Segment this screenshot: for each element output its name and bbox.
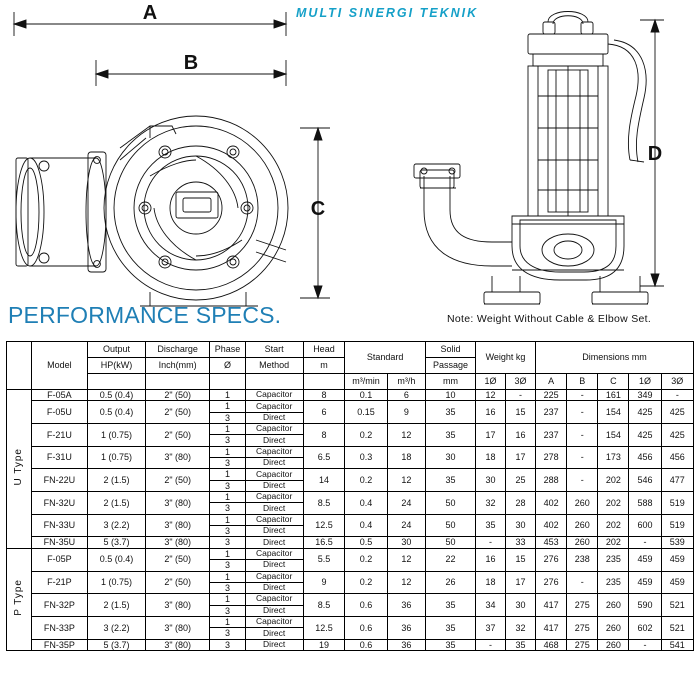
cell-weight-3ph: 30 (506, 514, 536, 537)
header-standard: Standard (345, 342, 426, 374)
cell-weight-3ph: 17 (506, 446, 536, 469)
cell-output: 0.5 (0.4) (87, 401, 145, 424)
cell-dim-b: - (567, 446, 598, 469)
cell-dim-c: 161 (598, 390, 629, 401)
cell-phase: 3 (210, 526, 245, 537)
cell-discharge: 3" (80) (146, 616, 210, 639)
cell-weight-1ph: - (475, 537, 505, 548)
cell-discharge: 2" (50) (146, 571, 210, 594)
cell-dim-d-1ph: - (629, 537, 661, 548)
table-row (7, 469, 694, 480)
cell-dim-b: - (567, 401, 598, 424)
cell-dim-d-3ph: 425 (661, 401, 693, 424)
cell-start-method: Capacitor (245, 514, 303, 525)
cell-dim-d-1ph: 459 (629, 571, 661, 594)
cell-solid-passage: 35 (426, 639, 476, 650)
cell-dim-d-1ph: - (629, 639, 661, 650)
table-header-row-1 (7, 342, 694, 358)
header-phase-sub: Ø (210, 358, 245, 374)
header-standard-m3min: m³/min (345, 374, 388, 390)
cell-model: F-05P (31, 548, 87, 571)
header-solid-2: Passage (426, 358, 476, 374)
table-header-row-3 (7, 374, 694, 390)
cell-head: 12.5 (303, 616, 345, 639)
cell-start-method: Direct (245, 458, 303, 469)
cell-head: 12.5 (303, 514, 345, 537)
cell-m3min: 0.2 (345, 571, 388, 594)
cell-start-method: Direct (245, 480, 303, 491)
cell-phase: 3 (210, 582, 245, 593)
table-row (7, 616, 694, 627)
cell-dim-d-1ph: 588 (629, 492, 661, 515)
table-row (7, 594, 694, 605)
cell-dim-b: 275 (567, 594, 598, 617)
table-row (7, 571, 694, 582)
header-weight-1ph: 1Ø (475, 374, 505, 390)
cell-phase: 3 (210, 458, 245, 469)
cell-m3min: 0.2 (345, 424, 388, 447)
weight-note: Note: Weight Without Cable & Elbow Set. (447, 313, 652, 325)
header-dim-d-3ph: 3Ø (661, 374, 693, 390)
cell-weight-3ph: - (506, 390, 536, 401)
cell-weight-1ph: 17 (475, 424, 505, 447)
cell-head: 14 (303, 469, 345, 492)
cell-dim-c: 260 (598, 616, 629, 639)
cell-dim-d-3ph: 539 (661, 537, 693, 548)
cell-dim-a: 417 (536, 616, 567, 639)
cell-m3h: 36 (387, 594, 425, 617)
cell-dim-b: 260 (567, 537, 598, 548)
cell-m3min: 0.5 (345, 537, 388, 548)
cell-m3min: 0.2 (345, 469, 388, 492)
cell-dim-a: 402 (536, 514, 567, 537)
cell-dim-d-1ph: 349 (629, 390, 661, 401)
header-output-sub: HP(kW) (87, 358, 145, 374)
header-solid-3: mm (426, 374, 476, 390)
cell-m3min: 0.15 (345, 401, 388, 424)
cell-m3h: 12 (387, 424, 425, 447)
cell-start-method: Capacitor (245, 594, 303, 605)
cell-weight-3ph: 15 (506, 401, 536, 424)
cell-dim-d-3ph: 425 (661, 424, 693, 447)
cell-output: 3 (2.2) (87, 616, 145, 639)
table-row (7, 424, 694, 435)
cell-head: 9 (303, 571, 345, 594)
cell-phase: 1 (210, 492, 245, 503)
cell-head: 19 (303, 639, 345, 650)
cell-model: FN-35U (31, 537, 87, 548)
cell-model: F-21P (31, 571, 87, 594)
cell-weight-1ph: 32 (475, 492, 505, 515)
cell-m3h: 24 (387, 514, 425, 537)
cell-dim-c: 202 (598, 514, 629, 537)
cell-weight-3ph: 15 (506, 548, 536, 571)
cell-weight-3ph: 16 (506, 424, 536, 447)
cell-head: 6 (303, 401, 345, 424)
cell-phase: 1 (210, 446, 245, 457)
cell-phase: 3 (210, 412, 245, 423)
cell-m3h: 36 (387, 616, 425, 639)
header-output: Output (87, 342, 145, 358)
cell-weight-1ph: 30 (475, 469, 505, 492)
cell-dim-c: 202 (598, 469, 629, 492)
cell-model: FN-32P (31, 594, 87, 617)
cell-dim-a: 276 (536, 571, 567, 594)
cell-output: 2 (1.5) (87, 594, 145, 617)
cell-output: 0.5 (0.4) (87, 390, 145, 401)
cell-dim-a: 278 (536, 446, 567, 469)
cell-dim-a: 453 (536, 537, 567, 548)
cell-phase: 3 (210, 628, 245, 639)
table-row (7, 446, 694, 457)
cell-start-method: Direct (245, 526, 303, 537)
cell-start-method: Capacitor (245, 616, 303, 627)
header-dim-c: C (598, 374, 629, 390)
cell-model: FN-22U (31, 469, 87, 492)
cell-start-method: Capacitor (245, 571, 303, 582)
cell-solid-passage: 35 (426, 424, 476, 447)
cell-dim-d-3ph: 521 (661, 594, 693, 617)
cell-phase: 1 (210, 548, 245, 559)
cell-weight-3ph: 33 (506, 537, 536, 548)
cell-dim-d-1ph: 590 (629, 594, 661, 617)
cell-dim-a: 402 (536, 492, 567, 515)
cell-discharge: 2" (50) (146, 390, 210, 401)
header-dimensions: Dimensions mm (536, 342, 694, 374)
cell-discharge: 3" (80) (146, 514, 210, 537)
cell-head: 6.5 (303, 446, 345, 469)
cell-start-method: Direct (245, 605, 303, 616)
cell-start-method: Capacitor (245, 446, 303, 457)
cell-m3min: 0.4 (345, 492, 388, 515)
cell-phase: 3 (210, 435, 245, 446)
cell-dim-c: 154 (598, 424, 629, 447)
cell-dim-d-1ph: 459 (629, 548, 661, 571)
cell-dim-c: 202 (598, 537, 629, 548)
cell-dim-d-3ph: 456 (661, 446, 693, 469)
cell-weight-1ph: 18 (475, 571, 505, 594)
cell-m3min: 0.6 (345, 594, 388, 617)
cell-dim-b: 275 (567, 616, 598, 639)
cell-m3h: 9 (387, 401, 425, 424)
cell-dim-a: 225 (536, 390, 567, 401)
cell-start-method: Capacitor (245, 492, 303, 503)
cell-m3min: 0.3 (345, 446, 388, 469)
cell-dim-a: 288 (536, 469, 567, 492)
cell-start-method: Direct (245, 503, 303, 514)
table-row (7, 401, 694, 412)
cell-solid-passage: 35 (426, 401, 476, 424)
table-row (7, 514, 694, 525)
cell-dim-d-3ph: 519 (661, 514, 693, 537)
cell-phase: 1 (210, 469, 245, 480)
cell-dim-d-1ph: 600 (629, 514, 661, 537)
cell-head: 8.5 (303, 492, 345, 515)
cell-solid-passage: 22 (426, 548, 476, 571)
cell-dim-c: 154 (598, 401, 629, 424)
performance-table-wrap (6, 341, 694, 651)
cell-phase: 3 (210, 560, 245, 571)
cell-weight-1ph: 16 (475, 548, 505, 571)
cell-discharge: 3" (80) (146, 446, 210, 469)
cell-head: 8 (303, 390, 345, 401)
cell-weight-1ph: 35 (475, 514, 505, 537)
cell-head: 5.5 (303, 548, 345, 571)
cell-dim-d-1ph: 602 (629, 616, 661, 639)
cell-model: FN-32U (31, 492, 87, 515)
header-weight-3ph: 3Ø (506, 374, 536, 390)
cell-weight-3ph: 25 (506, 469, 536, 492)
cell-phase: 3 (210, 537, 245, 548)
cell-discharge: 3" (80) (146, 594, 210, 617)
header-solid: Solid (426, 342, 476, 358)
cell-phase: 1 (210, 571, 245, 582)
header-start-sub: Method (245, 358, 303, 374)
dimension-label-c: C (310, 198, 326, 220)
cell-output: 1 (0.75) (87, 571, 145, 594)
header-discharge-blank (146, 374, 210, 390)
cell-model: FN-35P (31, 639, 87, 650)
cell-output: 2 (1.5) (87, 492, 145, 515)
header-weight: Weight kg (475, 342, 535, 374)
cell-model: F-05U (31, 401, 87, 424)
cell-m3h: 12 (387, 469, 425, 492)
cell-start-method: Direct (245, 412, 303, 423)
cell-head: 16.5 (303, 537, 345, 548)
cell-m3h: 24 (387, 492, 425, 515)
cell-solid-passage: 26 (426, 571, 476, 594)
cell-discharge: 2" (50) (146, 424, 210, 447)
cell-m3min: 0.4 (345, 514, 388, 537)
cell-start-method: Capacitor (245, 401, 303, 412)
cell-phase: 1 (210, 616, 245, 627)
cell-model: F-05A (31, 390, 87, 401)
cell-dim-d-3ph: 477 (661, 469, 693, 492)
cell-start-method: Direct (245, 639, 303, 650)
cell-m3min: 0.1 (345, 390, 388, 401)
header-type-corner (7, 342, 32, 390)
cell-dim-b: - (567, 390, 598, 401)
cell-discharge: 2" (50) (146, 401, 210, 424)
cell-dim-d-3ph: 459 (661, 571, 693, 594)
cell-dim-d-1ph: 425 (629, 401, 661, 424)
cell-model: FN-33U (31, 514, 87, 537)
cell-dim-d-3ph: 459 (661, 548, 693, 571)
cell-head: 8 (303, 424, 345, 447)
cell-weight-1ph: 37 (475, 616, 505, 639)
cell-dim-a: 276 (536, 548, 567, 571)
header-phase-blank (210, 374, 245, 390)
cell-dim-c: 235 (598, 548, 629, 571)
table-row (7, 390, 694, 401)
cell-model: F-21U (31, 424, 87, 447)
header-head-sub: m (303, 358, 345, 374)
header-discharge-sub: Inch(mm) (146, 358, 210, 374)
cell-solid-passage: 10 (426, 390, 476, 401)
header-start-blank (245, 374, 303, 390)
cell-start-method: Direct (245, 582, 303, 593)
cell-solid-passage: 50 (426, 514, 476, 537)
cell-output: 2 (1.5) (87, 469, 145, 492)
cell-dim-c: 235 (598, 571, 629, 594)
cell-dim-d-1ph: 425 (629, 424, 661, 447)
cell-dim-d-3ph: - (661, 390, 693, 401)
row-group-label: P Type (7, 548, 32, 650)
cell-dim-c: 173 (598, 446, 629, 469)
cell-solid-passage: 30 (426, 446, 476, 469)
dimension-label-a: A (142, 2, 158, 24)
header-output-blank (87, 374, 145, 390)
performance-specs-table (6, 341, 694, 651)
cell-phase: 3 (210, 480, 245, 491)
cell-discharge: 3" (80) (146, 537, 210, 548)
cell-discharge: 2" (50) (146, 469, 210, 492)
cell-dim-b: - (567, 571, 598, 594)
cell-dim-d-3ph: 521 (661, 616, 693, 639)
cell-dim-b: 238 (567, 548, 598, 571)
cell-phase: 3 (210, 639, 245, 650)
cell-output: 5 (3.7) (87, 537, 145, 548)
table-row (7, 492, 694, 503)
cell-dim-b: - (567, 424, 598, 447)
cell-solid-passage: 35 (426, 616, 476, 639)
cell-weight-1ph: 16 (475, 401, 505, 424)
watermark-text: MULTI SINERGI TEKNIK (296, 6, 479, 20)
cell-start-method: Direct (245, 628, 303, 639)
cell-phase: 1 (210, 594, 245, 605)
cell-phase: 3 (210, 605, 245, 616)
cell-phase: 1 (210, 401, 245, 412)
cell-m3min: 0.6 (345, 616, 388, 639)
cell-dim-a: 468 (536, 639, 567, 650)
header-phase: Phase (210, 342, 245, 358)
cell-output: 1 (0.75) (87, 446, 145, 469)
dimension-label-d: D (647, 143, 663, 165)
cell-dim-d-3ph: 519 (661, 492, 693, 515)
cell-start-method: Capacitor (245, 424, 303, 435)
cell-dim-b: 260 (567, 492, 598, 515)
cell-output: 1 (0.75) (87, 424, 145, 447)
cell-head: 8.5 (303, 594, 345, 617)
cell-m3min: 0.2 (345, 548, 388, 571)
cell-phase: 1 (210, 390, 245, 401)
row-group-label: U Type (7, 390, 32, 549)
dimension-label-b: B (183, 52, 199, 74)
cell-dim-a: 237 (536, 424, 567, 447)
header-dim-a: A (536, 374, 567, 390)
cell-m3min: 0.6 (345, 639, 388, 650)
header-head-blank (303, 374, 345, 390)
cell-start-method: Capacitor (245, 548, 303, 559)
cell-start-method: Direct (245, 560, 303, 571)
cell-start-method: Capacitor (245, 469, 303, 480)
cell-solid-passage: 50 (426, 492, 476, 515)
page-title: PERFORMANCE SPECS. (8, 302, 282, 328)
cell-m3h: 36 (387, 639, 425, 650)
cell-model: F-31U (31, 446, 87, 469)
cell-output: 0.5 (0.4) (87, 548, 145, 571)
cell-solid-passage: 35 (426, 594, 476, 617)
cell-start-method: Direct (245, 537, 303, 548)
header-head: Head (303, 342, 345, 358)
cell-output: 5 (3.7) (87, 639, 145, 650)
cell-weight-3ph: 32 (506, 616, 536, 639)
cell-weight-3ph: 28 (506, 492, 536, 515)
cell-dim-b: - (567, 469, 598, 492)
cell-dim-a: 237 (536, 401, 567, 424)
cell-discharge: 3" (80) (146, 639, 210, 650)
header-model: Model (31, 342, 87, 390)
table-row (7, 639, 694, 650)
cell-dim-b: 260 (567, 514, 598, 537)
cell-weight-3ph: 35 (506, 639, 536, 650)
cell-weight-1ph: 34 (475, 594, 505, 617)
cell-m3h: 12 (387, 571, 425, 594)
cell-m3h: 6 (387, 390, 425, 401)
cell-solid-passage: 35 (426, 469, 476, 492)
technical-drawings (0, 0, 700, 330)
cell-discharge: 2" (50) (146, 548, 210, 571)
cell-m3h: 18 (387, 446, 425, 469)
cell-weight-1ph: - (475, 639, 505, 650)
cell-output: 3 (2.2) (87, 514, 145, 537)
header-start: Start (245, 342, 303, 358)
cell-dim-b: 275 (567, 639, 598, 650)
cell-discharge: 3" (80) (146, 492, 210, 515)
cell-model: FN-33P (31, 616, 87, 639)
header-dim-d-1ph: 1Ø (629, 374, 661, 390)
table-row (7, 537, 694, 548)
cell-solid-passage: 50 (426, 537, 476, 548)
cell-dim-d-1ph: 456 (629, 446, 661, 469)
cell-phase: 1 (210, 514, 245, 525)
cell-weight-1ph: 18 (475, 446, 505, 469)
header-dim-b: B (567, 374, 598, 390)
cell-phase: 1 (210, 424, 245, 435)
cell-weight-3ph: 17 (506, 571, 536, 594)
cell-start-method: Direct (245, 435, 303, 446)
cell-dim-c: 260 (598, 594, 629, 617)
cell-start-method: Capacitor (245, 390, 303, 401)
cell-m3h: 12 (387, 548, 425, 571)
header-standard-m3h: m³/h (387, 374, 425, 390)
drawing-svg (0, 0, 700, 330)
cell-weight-1ph: 12 (475, 390, 505, 401)
cell-dim-d-3ph: 541 (661, 639, 693, 650)
cell-dim-d-1ph: 546 (629, 469, 661, 492)
cell-dim-c: 202 (598, 492, 629, 515)
header-discharge: Discharge (146, 342, 210, 358)
cell-dim-c: 260 (598, 639, 629, 650)
cell-weight-3ph: 30 (506, 594, 536, 617)
table-row (7, 548, 694, 559)
cell-dim-a: 417 (536, 594, 567, 617)
table-body (7, 390, 694, 651)
cell-m3h: 30 (387, 537, 425, 548)
cell-phase: 3 (210, 503, 245, 514)
